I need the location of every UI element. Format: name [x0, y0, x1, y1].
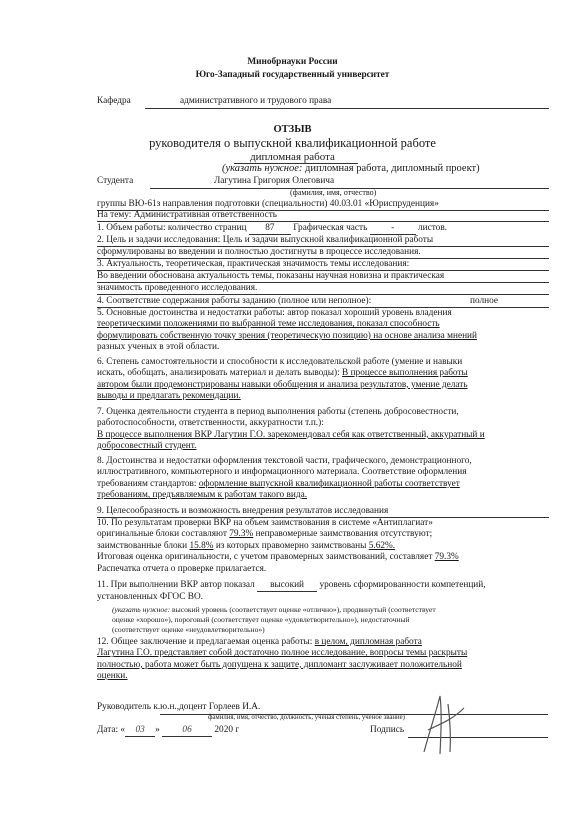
item-10-line2	[97, 529, 549, 540]
item-1-prefix: 1. Объем работы: количество страниц	[97, 223, 247, 233]
topic-label	[97, 210, 277, 221]
work-type-hint	[222, 163, 480, 174]
university-header: Юго-Западный государственный университет	[195, 70, 390, 80]
student-name: Лагутина Григория Олеговича	[214, 176, 335, 186]
item-11-note3: (соответствует оценке «неудовлетворительно»)	[112, 625, 265, 634]
item-3-underline-3	[97, 294, 549, 295]
work-type: дипломная работа	[250, 151, 335, 163]
item-12-line4: оценки.	[97, 671, 128, 682]
item-12-line1	[97, 637, 549, 648]
group-line: группы ВЮ-61з направления подготовки (специальности) 40.03.01 «Юриспруденция»	[97, 199, 439, 209]
item-6-line4: выводы и предлагать рекомендации.	[97, 391, 241, 402]
item-1-suffix: листов.	[417, 223, 448, 233]
supervisor-line	[97, 702, 260, 713]
item-7-line1: 7. Оценка деятельности студента в период выполнения работы (степень добросовестности,	[97, 407, 459, 417]
date-year: 2020 г	[214, 725, 240, 735]
item-7-line3: В процессе выполнения ВКР Лагутин Г.О. зарекомендовал себя как ответственный, аккуратный и	[97, 429, 485, 440]
item-8-line2: иллюстративного, компьютерного и информационного материала. Соответствие оформления	[97, 467, 467, 478]
item-10-pct2: 15.8%	[189, 540, 214, 551]
item-7-evaluation	[97, 407, 549, 453]
date-month: 06	[162, 725, 212, 737]
item-3-line1: Во введении обоснована актуальность темы, показаны научная новизна и практическая	[97, 271, 445, 281]
item-7-line4: добросовестный студент.	[97, 441, 197, 452]
item-1-dash: -	[370, 223, 416, 235]
student-caption: (фамилия, имя, отчество)	[290, 188, 377, 197]
handwritten-signature	[410, 690, 470, 760]
item-10-line5: Распечатка отчета о проверке прилагается.	[97, 563, 267, 574]
item-2-goals	[97, 235, 433, 246]
item-1-mid: Графическая часть	[293, 223, 368, 233]
item-5-line1: 5. Основные достоинства и недостатки работы: автор показал хороший уровень владения	[97, 308, 452, 318]
item-2-line1: Цель и задачи выпускной квалификационной работы	[222, 235, 434, 245]
item-5-line2: теоретическими положениями по выбранной теме исследования, показал способность	[97, 319, 440, 330]
student-label: Студента	[97, 176, 134, 186]
item-10-line4	[97, 552, 549, 563]
item-6-line1: 6. Степень самостоятельности и способности к исследовательской работе (умение и навыки	[97, 357, 463, 367]
supervisor-caption: фамилия, имя, отчество, должность, ученая степень, ученое звание)	[208, 714, 405, 721]
item-12-line2: Лагутина Г.О. представляет собой достаточно полное исследование, вопросы темы раскрыты	[97, 648, 468, 659]
item-8-line3b: оформление выпускной квалификационной работы соответствует	[198, 478, 460, 489]
item-11-line2: установленных ФГОС ВО.	[97, 592, 203, 602]
item-12-line1a: 12. Общее заключение и предлагаемая оценка работы:	[97, 637, 313, 647]
item-8-line3	[97, 479, 549, 490]
item-12-line3: полностью, работа может быть допущена к защите, дипломант заслуживает положительной	[97, 659, 462, 670]
item-4-label: 4. Соответствие содержания работы заданию (полное или неполное):	[97, 296, 372, 306]
item-10-pct4: 79.3%	[434, 552, 459, 563]
item-6-independence	[97, 357, 549, 403]
item-8-formatting	[97, 456, 549, 502]
item-12-conclusion	[97, 637, 549, 683]
item-6-line2	[97, 368, 549, 379]
topic-underline	[97, 221, 549, 222]
document-subtitle: руководителя о выпускной квалификационной работе	[149, 136, 436, 150]
item-8-line1: 8. Достоинства и недостатки оформления текстовой части, графического, демонстрационного,	[97, 456, 472, 466]
topic-label-text: На тему:	[97, 210, 132, 220]
item-8-line3a: требованиям стандартов:	[97, 478, 197, 489]
signature-label: Подпись	[370, 725, 405, 735]
item-11-note-italic: (указать нужное:	[112, 605, 171, 614]
ministry-header: Минобрнауки России	[247, 57, 338, 67]
item-11-note	[112, 605, 436, 635]
item-9-label: 9. Целесообразность и возможность внедрения результатов исследования	[97, 506, 389, 516]
department-underline	[145, 108, 549, 109]
item-10-line4a: Итоговая оценка оригинальности, с учетом правомерных заимствований, составляет	[97, 552, 433, 563]
document-title: ОТЗЫВ	[273, 124, 312, 135]
item-10-line3	[97, 541, 549, 552]
item-11-line1	[97, 580, 486, 592]
item-11-line1b: уровень сформированности компетенций,	[319, 580, 486, 590]
item-12-line1b: в целом, дипломная работа	[314, 637, 422, 647]
item-7-line2: работоспособности, ответственности, аккуратности т.п.):	[97, 418, 324, 429]
item-5-line3: формулировать собственную точку зрения (теоретическую позицию) на основе анализа мнений	[97, 330, 477, 341]
item-10-antiplagiat	[97, 518, 549, 575]
item-10-pct1: 79.3%	[229, 529, 254, 540]
supervisor-name: к.ю.н.,доцент Горлеев И.А.	[153, 702, 261, 712]
item-6-line2b: В процессе выполнения работы	[342, 368, 468, 379]
item-3-line2: значимость проведенного исследования.	[97, 283, 258, 293]
item-8-line4: требованиям, предъявляемым к работам такого вида.	[97, 490, 308, 501]
item-10-line3b: из которых правомерно заимствованы	[215, 540, 367, 551]
date-line	[97, 725, 239, 737]
item-11-note2: оценке «хорошо»), пороговый (соответствует оценке «удовлетворительно»), недостаточный	[112, 615, 410, 624]
date-day: 03	[125, 725, 155, 737]
date-mid: »	[155, 725, 160, 735]
item-10-line3a: заимствованные блоки	[97, 540, 188, 551]
supervisor-label: Руководитель	[97, 702, 151, 712]
item-10-line2b: неправомерные заимствования отсутствуют;	[255, 529, 433, 540]
item-11-level: высокий	[257, 580, 317, 592]
item-5-merits	[97, 308, 549, 354]
item-5-line4: разных ученых в этой области.	[97, 342, 220, 353]
item-10-pct3: 5.62%.	[368, 540, 396, 551]
topic-value: Административная ответственность	[133, 210, 278, 220]
item-10-line1: 10. По результатам проверки ВКР на объем заимствования в системе «Антиплагиат»	[97, 518, 433, 528]
department-value: административного и трудового права	[180, 96, 332, 106]
item-4-value: полное	[470, 296, 499, 306]
item-1-pages: 87	[249, 223, 291, 235]
work-type-hint-italic: (указать нужное:	[222, 163, 303, 174]
item-1-volume	[97, 223, 447, 235]
item-6-line2a: искать, обобщать, анализировать материал и делать выводы):	[97, 368, 340, 379]
item-11-note1: высокий уровень (соответствует оценке «отлично»), продвинутый (соответствует	[172, 605, 436, 614]
date-label: Дата: «	[97, 725, 126, 735]
work-type-hint-rest: дипломная работа, дипломный проект)	[305, 163, 480, 174]
item-2-label: 2. Цель и задачи исследования:	[97, 235, 221, 245]
item-6-line3: автором были продемонстрированы навыки обобщения и анализа результатов, умение делать	[97, 379, 468, 390]
item-2-line2: сформулированы во введении и полностью достигнуты в процессе исследования.	[97, 247, 421, 257]
item-3-label: 3. Актуальность, теоретическая, практическая значимость темы исследования:	[97, 259, 410, 269]
item-10-line2a: оригинальные блоки составляют	[97, 529, 227, 540]
item-11-line1a: 11. При выполнении ВКР автор показал	[97, 580, 255, 590]
department-label: Кафедра	[97, 96, 131, 106]
